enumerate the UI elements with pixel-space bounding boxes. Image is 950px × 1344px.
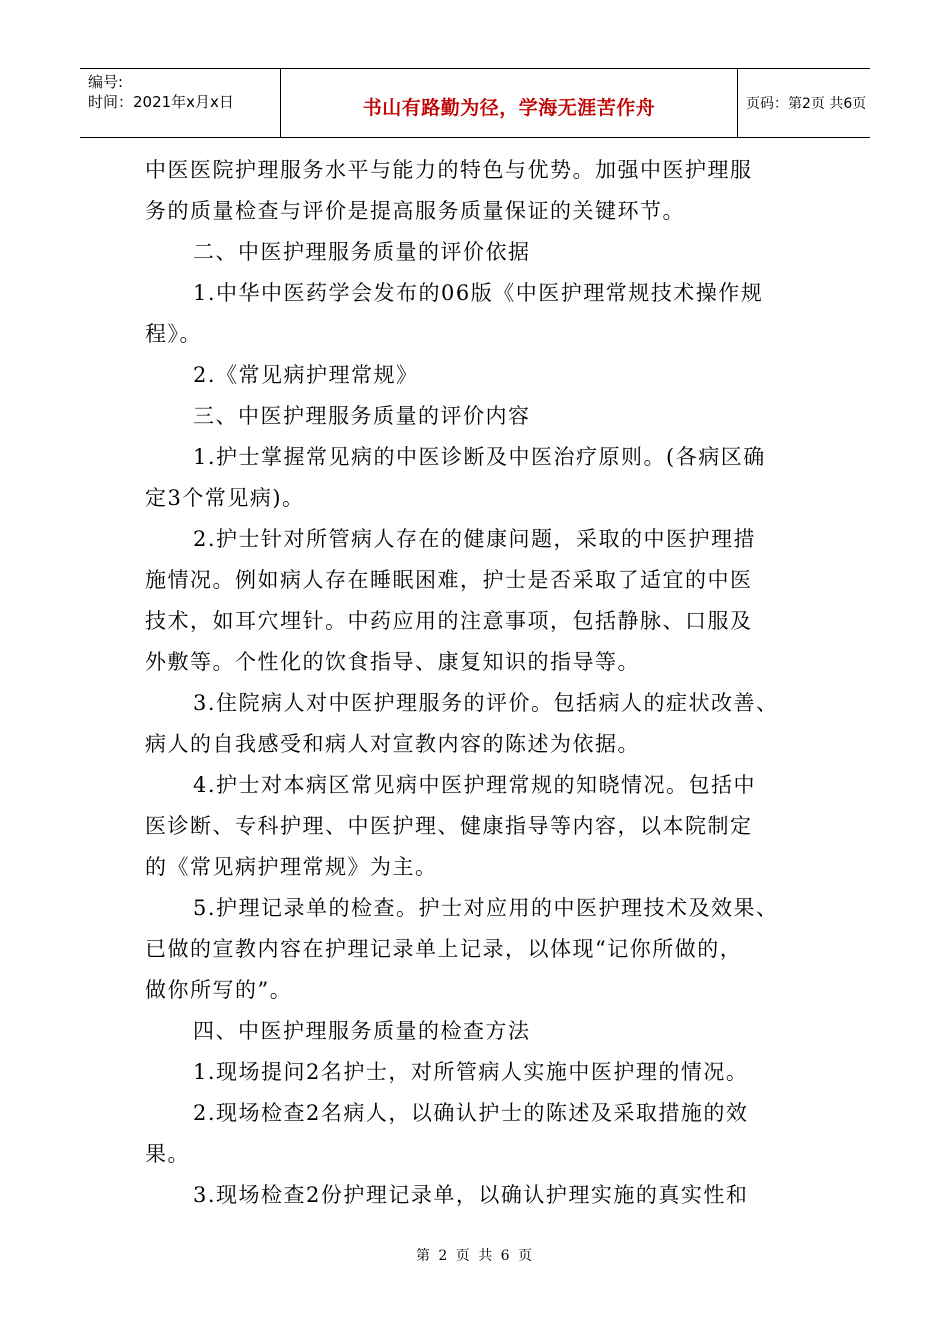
body-line: 外敷等。个性化的饮食指导、康复知识的指导等。 xyxy=(145,650,640,674)
body-line: 程》。 xyxy=(145,322,202,346)
body-line: 中医医院护理服务水平与能力的特色与优势。加强中医护理服 xyxy=(145,158,753,182)
motto-text: 书山有路勤为径，学海无涯苦作舟 xyxy=(362,97,656,119)
body-line: 4.护士对本病区常见病中医护理常规的知晓情况。包括中 xyxy=(193,773,757,797)
time-label: 时间：2021年x月x日 xyxy=(88,93,234,111)
body-line: 5.护理记录单的检查。护士对应用的中医护理技术及效果、 xyxy=(193,896,779,920)
body-line: 技术，如耳穴埋针。中药应用的注意事项，包括静脉、口服及 xyxy=(145,609,753,633)
body-line: 病人的自我感受和病人对宣教内容的陈述为依据。 xyxy=(145,732,640,756)
body-line: 的《常见病护理常规》为主。 xyxy=(145,855,438,879)
body-line: 1.护士掌握常见病的中医诊断及中医治疗原则。(各病区确 xyxy=(193,445,766,469)
body-line: 务的质量检查与评价是提高服务质量保证的关键环节。 xyxy=(145,199,685,223)
page-header xyxy=(80,68,870,138)
serial-label: 编号: xyxy=(88,73,124,91)
body-line: 三、中医护理服务质量的评价内容 xyxy=(193,404,531,428)
page-code: 页码：第2页 共6页 xyxy=(746,96,867,112)
body-line: 1.现场提问2名护士，对所管病人实施中医护理的情况。 xyxy=(193,1060,749,1084)
body-line: 3.现场检查2份护理记录单，以确认护理实施的真实性和 xyxy=(193,1183,749,1207)
body-line: 2.现场检查2名病人，以确认护士的陈述及采取措施的效 xyxy=(193,1101,749,1125)
body-line: 已做的宣教内容在护理记录单上记录，以体现“记你所做的， xyxy=(145,937,743,961)
header-meta xyxy=(80,69,280,137)
body-line: 定3个常见病)。 xyxy=(145,486,305,510)
body-line: 施情况。例如病人存在睡眠困难，护士是否采取了适宜的中医 xyxy=(145,568,753,592)
body-line: 二、中医护理服务质量的评价依据 xyxy=(193,240,531,264)
document-body xyxy=(145,150,810,1216)
body-line: 四、中医护理服务质量的检查方法 xyxy=(193,1019,531,1043)
body-line: 2.护士针对所管病人存在的健康问题，采取的中医护理措 xyxy=(193,527,757,551)
body-line: 医诊断、专科护理、中医护理、健康指导等内容，以本院制定 xyxy=(145,814,753,838)
body-line: 1.中华中医药学会发布的06版《中医护理常规技术操作规 xyxy=(193,281,764,305)
body-line: 做你所写的”。 xyxy=(145,978,293,1002)
body-line: 2.《常见病护理常规》 xyxy=(193,363,419,387)
header-motto-cell xyxy=(280,69,738,137)
body-line: 3.住院病人对中医护理服务的评价。包括病人的症状改善、 xyxy=(193,691,779,715)
body-line: 果。 xyxy=(145,1142,190,1166)
page-footer: 第 2 页 共 6 页 xyxy=(415,1248,535,1264)
